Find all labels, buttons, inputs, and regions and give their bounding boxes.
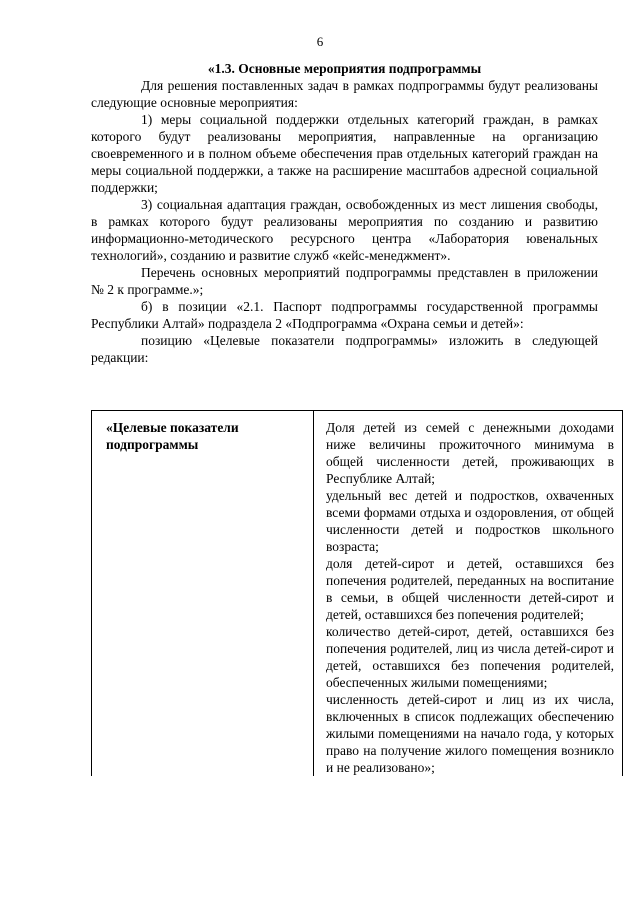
indicator-item: численность детей-сирот и лиц из их числа, включенных в список подлежащих обеспечению жилыми помещениями на начало года, у которых право на получение жилого помещения возникло и не реализовано»; [326, 692, 614, 775]
indicator-item: количество детей-сирот, детей, оставшихся без попечения родителей, лиц из числа детей-сирот и детей, оставшихся без попечения родителей, обеспеченных жилыми помещениями; [326, 624, 614, 690]
paragraph: позицию «Целевые показатели подпрограммы» изложить в следующей редакции: [91, 333, 598, 365]
indicators-table [91, 410, 623, 776]
table-right-cell [314, 411, 622, 776]
table-left-cell [92, 411, 314, 776]
paragraph: б) в позиции «2.1. Паспорт подпрограммы государственной программы Республики Алтай» подраздела 2 «Подпрограмма «Охрана семьи и детей»: [91, 299, 598, 331]
page-number: 6 [316, 34, 324, 49]
section-heading: «1.3. Основные мероприятия подпрограммы [207, 61, 482, 76]
indicator-item: Доля детей из семей с денежными доходами ниже величины прожиточного минимума в общей численности детей, проживающих в Республике Алтай; [326, 420, 614, 486]
paragraph: 1) меры социальной поддержки отдельных категорий граждан, в рамках которого будут реализованы мероприятия, направленные на организацию своевременного и в полном объеме обеспечения прав отдельных категорий граждан на меры социальной поддержки, а также на расширение масштабов адресной социальной поддержки; [91, 112, 598, 195]
paragraph: Перечень основных мероприятий подпрограммы представлен в приложении № 2 к программе.»; [91, 265, 598, 297]
indicator-item: доля детей-сирот и детей, оставшихся без попечения родителей, переданных на воспитание в семьи, в общей численности детей-сирот и детей, оставшихся без попечения родителей; [326, 556, 614, 622]
paragraph: 3) социальная адаптация граждан, освобожденных из мест лишения свободы, в рамках которого будут реализованы мероприятия по созданию и развитию информационно-методического ресурсного центра «Лаборатория ювенальных технологий», созданию и развитие служб «кейс-менеджмент». [91, 197, 598, 263]
table-left-header: «Целевые показатели подпрограммы [106, 420, 239, 452]
document-body [91, 60, 598, 366]
indicator-item: удельный вес детей и подростков, охваченных всеми формами отдыха и оздоровления, от общей численности детей и подростков школьного возраста; [326, 488, 614, 554]
paragraph: Для решения поставленных задач в рамках подпрограммы будут реализованы следующие основные мероприятия: [91, 78, 598, 110]
